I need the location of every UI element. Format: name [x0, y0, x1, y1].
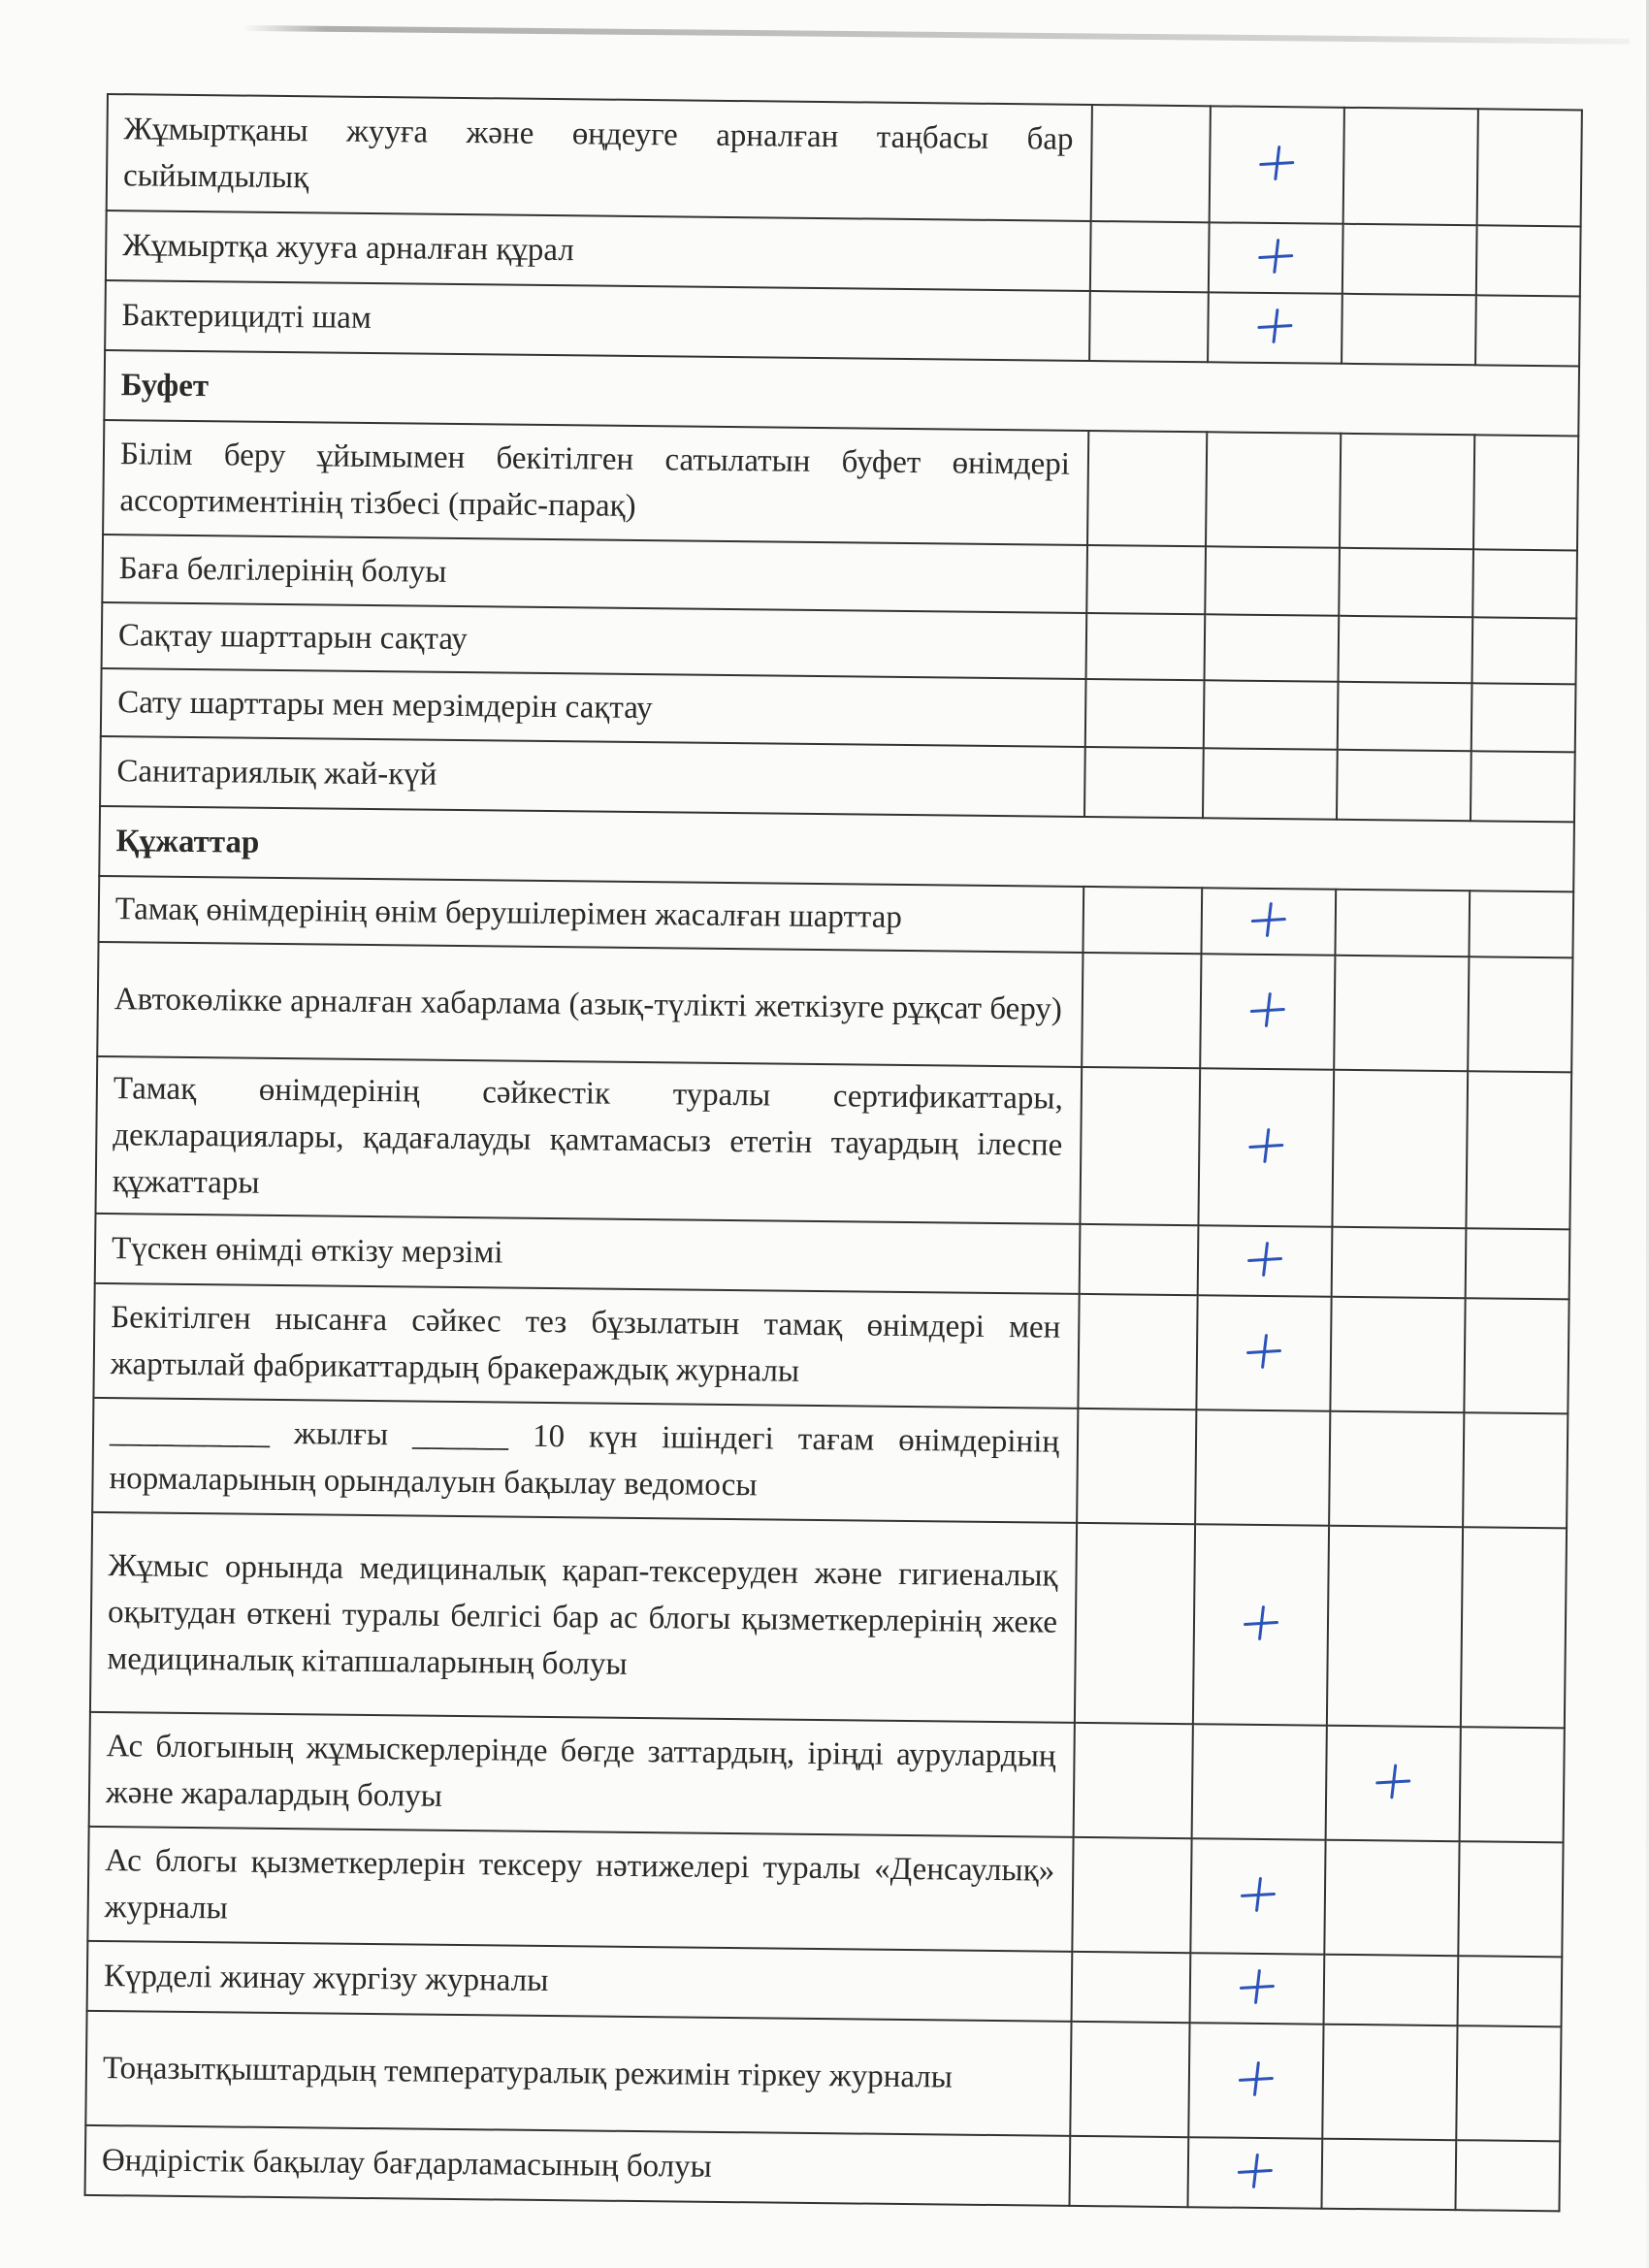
plus-mark-icon	[1245, 1239, 1284, 1278]
plus-mark-icon	[1239, 1874, 1277, 1913]
checklist-item-text: Баға белгілерінің болуы	[102, 535, 1087, 613]
checklist-item-text: Тамақ өнімдерінің сәйкестік туралы сертификаттары, декларациялары, қадағалауды қамтамасыз ететін тауардың ілеспе құжаттары	[96, 1056, 1083, 1224]
mark-cell-3	[1343, 108, 1478, 225]
checklist-item-text: Бекітілген нысанға сәйкес тез бұзылатын тамақ өнімдері мен жартылай фабрикаттардың бракераждық журналы	[93, 1283, 1079, 1409]
mark-cell-1	[1075, 1523, 1195, 1724]
checklist-item-text: Тамақ өнімдерінің өнім берушілерімен жасалған шарттар	[99, 876, 1084, 953]
plus-mark-icon	[1238, 1966, 1277, 2005]
mark-cell-4	[1464, 1298, 1568, 1413]
mark-cell-3	[1329, 1411, 1464, 1527]
checklist-item-text: Түскен өнімді өткізу мерзімі	[95, 1214, 1081, 1294]
mark-cell-4	[1466, 1071, 1571, 1229]
checklist-row	[97, 942, 1572, 1072]
checklist-item-text: Ас блогы қызметкерлерін тексеру нәтижелері туралы «Денсаулық» журналы	[87, 1827, 1073, 1952]
mark-cell-1	[1069, 2136, 1188, 2207]
mark-cell-2	[1208, 292, 1342, 363]
mark-cell-3	[1339, 548, 1473, 617]
mark-cell-4	[1458, 1956, 1563, 2026]
section-title: Буфет	[104, 350, 1579, 436]
checklist-row	[85, 2011, 1561, 2141]
checklist-item-text: Жұмыс орнында медициналық қарап-тексеруден және гигиеналық оқытудан өткені туралы белгісі бар ас блогы қызметкерлерінің жеке медициналық кітапшаларының болуы	[90, 1512, 1077, 1723]
mark-cell-1	[1077, 1409, 1196, 1524]
mark-cell-4	[1466, 1228, 1570, 1299]
mark-cell-4	[1468, 956, 1572, 1072]
plus-mark-icon	[1246, 1125, 1285, 1164]
plus-mark-icon	[1248, 989, 1287, 1028]
checklist-item-text: Тоңазытқыштардың температуралық режимін тіркеу журналы	[85, 2011, 1071, 2136]
checklist-rows	[85, 94, 1582, 2211]
mark-cell-2	[1190, 1953, 1325, 2024]
mark-cell-3	[1340, 434, 1474, 549]
mark-cell-3	[1332, 1227, 1467, 1298]
plus-mark-icon	[1257, 143, 1296, 181]
mark-cell-3	[1324, 1955, 1459, 2025]
checklist-table	[84, 93, 1583, 2212]
mark-cell-4	[1473, 435, 1578, 550]
checklist-row	[96, 1056, 1572, 1229]
mark-cell-3	[1339, 616, 1473, 683]
checklist-item-text: Білім беру ұйымымен бекітілген сатылатын буфет өнімдері ассортиментінің тізбесі (прайс-парақ)	[103, 420, 1088, 545]
mark-cell-2	[1204, 680, 1339, 749]
mark-cell-1	[1070, 2022, 1189, 2137]
mark-cell-3	[1335, 890, 1470, 956]
checklist-item-text: Өндірістік бақылау бағдарламасының болуы	[85, 2125, 1071, 2206]
mark-cell-3	[1342, 224, 1477, 295]
mark-cell-3	[1332, 1070, 1468, 1228]
checklist-item-text: Сату шарттары мен мерзімдерін сақтау	[101, 668, 1086, 747]
checklist-row	[87, 1827, 1563, 1957]
checklist-item-text: Ас блогының жұмыскерлерінде бөгде заттардың, іріңді аурулардың және жаралардың болуы	[89, 1712, 1075, 1837]
plus-mark-icon	[1242, 1603, 1280, 1641]
checklist-item-text: __________ жылғы ______ 10 күн ішіндегі тағам өнімдерінің нормаларының орындалуын бақылау ведомосы	[92, 1398, 1078, 1523]
mark-cell-3	[1334, 956, 1469, 1071]
mark-cell-4	[1472, 549, 1577, 618]
mark-cell-4	[1477, 109, 1582, 226]
mark-cell-2	[1192, 1724, 1327, 1839]
mark-cell-2	[1210, 106, 1344, 223]
mark-cell-4	[1471, 683, 1576, 752]
checklist-item-text: Сақтау шарттарын сақтау	[102, 602, 1087, 679]
mark-cell-3	[1326, 1726, 1461, 1841]
mark-cell-4	[1476, 225, 1581, 296]
mark-cell-2	[1188, 2023, 1323, 2138]
mark-cell-1	[1085, 679, 1205, 748]
mark-cell-4	[1456, 2025, 1561, 2141]
checklist-row	[92, 1398, 1568, 1528]
mark-cell-4	[1455, 2140, 1560, 2211]
mark-cell-1	[1074, 1723, 1193, 1838]
mark-cell-3	[1342, 294, 1476, 365]
mark-cell-3	[1324, 1840, 1459, 1956]
mark-cell-2	[1201, 888, 1336, 955]
mark-cell-4	[1463, 1412, 1568, 1528]
mark-cell-1	[1090, 221, 1210, 292]
mark-cell-1	[1084, 747, 1204, 818]
checklist-item-text: Жұмыртқа жууға арналған құрал	[106, 211, 1091, 291]
mark-cell-2	[1190, 1838, 1325, 1954]
checklist-item-text: Бактерицидті шам	[105, 280, 1090, 361]
mark-cell-4	[1471, 751, 1575, 822]
mark-cell-2	[1200, 954, 1335, 1069]
mark-cell-2	[1206, 432, 1341, 547]
section-title: Құжаттар	[99, 806, 1574, 891]
plus-mark-icon	[1236, 2151, 1275, 2189]
checklist-row	[89, 1712, 1565, 1842]
mark-cell-1	[1078, 1294, 1197, 1409]
mark-cell-3	[1322, 2025, 1457, 2140]
mark-cell-4	[1472, 617, 1577, 684]
mark-cell-1	[1082, 953, 1201, 1068]
plus-mark-icon	[1256, 236, 1295, 275]
mark-cell-1	[1072, 1837, 1191, 1953]
mark-cell-2	[1205, 546, 1340, 615]
mark-cell-3	[1337, 750, 1471, 821]
checklist-item-text: Автокөлікке арналған хабарлама (азық-түлікті жеткізуге рұқсат беру)	[97, 942, 1083, 1067]
mark-cell-4	[1469, 891, 1573, 957]
mark-cell-3	[1338, 682, 1472, 751]
mark-cell-1	[1091, 105, 1211, 222]
checklist-sheet	[84, 93, 1581, 2212]
plus-mark-icon	[1255, 306, 1294, 344]
mark-cell-4	[1461, 1527, 1567, 1728]
plus-mark-icon	[1237, 2058, 1276, 2097]
checklist-row	[93, 1283, 1568, 1413]
checklist-row	[103, 420, 1578, 550]
mark-cell-1	[1072, 1952, 1191, 2023]
mark-cell-1	[1080, 1067, 1200, 1225]
mark-cell-2	[1203, 748, 1338, 819]
checklist-row	[85, 2125, 1561, 2211]
plus-mark-icon	[1249, 899, 1288, 938]
mark-cell-1	[1080, 1224, 1199, 1295]
mark-cell-3	[1327, 1526, 1463, 1727]
mark-cell-2	[1196, 1295, 1331, 1410]
checklist-item-text: Күрделі жинау жүргізу журналы	[87, 1941, 1073, 2022]
plus-mark-icon	[1245, 1331, 1283, 1370]
mark-cell-2	[1209, 222, 1343, 293]
mark-cell-2	[1198, 1225, 1333, 1296]
mark-cell-1	[1083, 887, 1202, 954]
plus-mark-icon	[1374, 1762, 1412, 1800]
mark-cell-1	[1087, 431, 1207, 546]
mark-cell-3	[1330, 1297, 1465, 1412]
checklist-row	[107, 94, 1582, 226]
mark-cell-1	[1086, 545, 1206, 614]
mark-cell-4	[1458, 1841, 1563, 1957]
mark-cell-2	[1195, 1409, 1330, 1525]
mark-cell-1	[1086, 613, 1206, 680]
mark-cell-4	[1460, 1727, 1565, 1842]
mark-cell-4	[1475, 295, 1580, 366]
mark-cell-2	[1198, 1068, 1334, 1226]
mark-cell-2	[1193, 1524, 1329, 1725]
mark-cell-2	[1187, 2137, 1322, 2208]
mark-cell-1	[1089, 291, 1209, 362]
checklist-item-text: Санитариялық жай-күй	[100, 736, 1085, 817]
checklist-item-text: Жұмыртқаны жууға және өңдеуге арналған таңбасы бар сыйымдылық	[107, 94, 1092, 221]
mark-cell-3	[1321, 2139, 1456, 2210]
mark-cell-2	[1205, 614, 1340, 681]
checklist-row	[90, 1512, 1567, 1728]
scan-artifact-line	[242, 25, 1630, 45]
